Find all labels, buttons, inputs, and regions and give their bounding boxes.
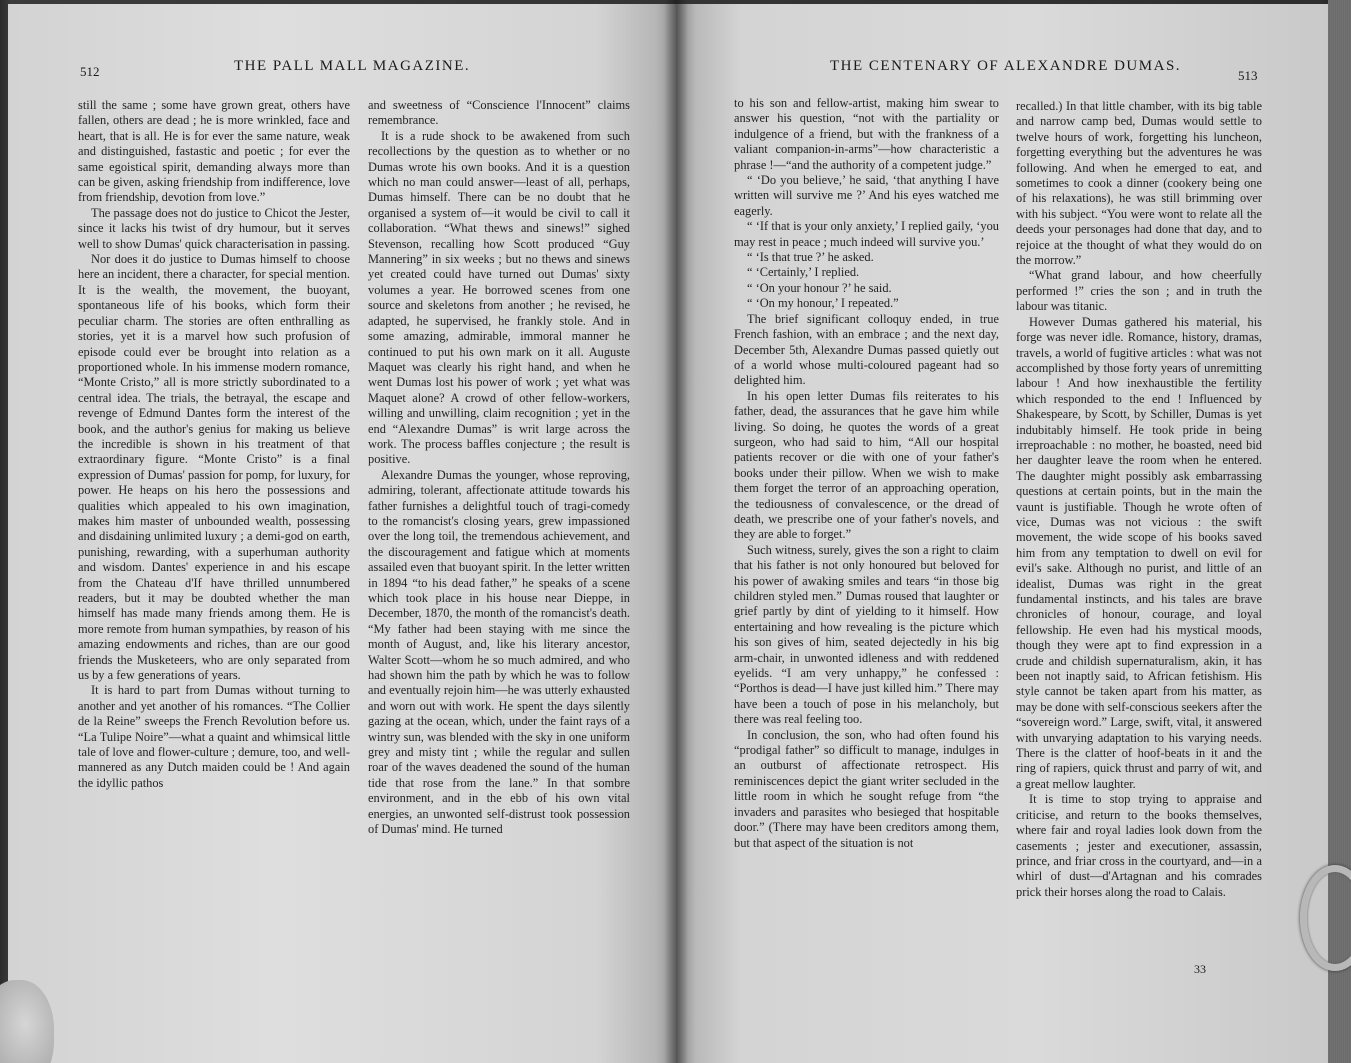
page-number-left: 512: [80, 64, 100, 79]
paragraph: “ ‘If that is your only anxiety,’ I replied gaily, ‘you may rest in peace ; much indeed will survive you.’: [734, 219, 999, 249]
paragraph: The passage does not do justice to Chicot the Jester, since it lacks his twist of dry humour, but it serves well to show Dumas' quick characterisation in passing.: [78, 205, 351, 251]
paragraph: It is hard to part from Dumas without turning to another and yet another of his romances. “The Collier de la Reine” sweeps the French Revolution before us. “La Tulipe Noire”—what a quaint and whimsical little tale of love and flower-culture ; demure, too, and well-mannered as any Dutch maiden could be ! And again the idyllic pathos: [78, 683, 350, 790]
book-gutter-shadow: [664, 0, 688, 1063]
right-page-column-2: [1016, 99, 1262, 900]
paragraph: “ ‘Do you believe,’ he said, ‘that anything I have written will survive me ?’ And his eyes watched me eagerly.: [734, 173, 999, 218]
paragraph: “ ‘On my honour,’ I repeated.”: [747, 296, 899, 311]
paragraph: However Dumas gathered his material, his forge was never idle. Romance, history, dramas, travels, a world of fugitive articles : what was not accomplished by those forty years of unremitting labour ! And how inexhaustible the fertility which responded to the end ! Influenced by Shakespeare, by Scott, by Schiller, Dumas is yet indubitably himself. He took pride in being irreproachable : no mother, he boasted, need bid her daughter leave the room when he entered. The daughter might possibly ask embarrassing questions at certain points, but in the main the vaunt is justifiable. Though he wrote often of vice, Dumas was not vicious : the swift movement, the wide scope of his books saved him from any temptation to dwell on evil for evil's sake. Although no purist, and little of an idealist, Dumas was right in the great fundamental instincts, and his tales are brave chronicles of honour, courage, and loyal fellowship. He even had his mystical moods, though they were apt to find expression in a crude and childish supernaturalism, akin, it has been not inaptly said, to African fetishism. His style cannot be taken apart from his matter, as may be done with self-conscious seekers after the “sovereign word.” Large, swift, vital, it answered with unvarying adaptation to his varying needs. There is the clatter of hoof-beats in it and the ring of rapiers, quick thrust and parry of wit, and a great mellow laughter.: [1016, 314, 1263, 791]
paragraph: and sweetness of “Conscience l'Innocent” claims remembrance.: [368, 98, 630, 128]
paragraph: Alexandre Dumas the younger, whose reproving, admiring, tolerant, affectionate attitude towards his father furnishes a delightful touch of tragi-comedy to the romancist's closing years, grew impassioned over the long toil, the tremendous achievement, and the discouragement and fatigue which at moments assailed even that buoyant spirit. In the letter written in 1894 “to his dead father,” he speaks of a scene which took place in his house near Dieppe, in December, 1870, the month of the romancist's death. “My father had been staying with me since the month of August, and, like his literary ancestor, Walter Scott—whom he so much admired, and who had shown him the path by which he was to follow and eventually rejoin him—he was utterly exhausted and worn out with work. He spent the days silently gazing at the ocean, which, under the faint rays of a wintry sun, was blended with the sky in one uniform grey and misty tint ; while the regular and sullen roar of the waves deadened the sound of the human tide that rose from the lane.” In that sombre environment, and in the ebb of his own vital energies, an unwonted self-distrust took possession of Dumas' mind. He turned: [368, 467, 630, 837]
paragraph: “ ‘Certainly,’ I replied.: [747, 265, 860, 280]
paragraph: “What grand labour, and how cheerfully performed !” cries the son ; and in truth the labour was titanic.: [1016, 268, 1262, 314]
paragraph: In his open letter Dumas fils reiterates to his father, dead, the assurances that he gave him while living. So doing, he quotes the words of a great surgeon, who had said to him, “All our hospital patients recover or die with one of your father's books under their pillow. When we wish to make them forget the terror of an approaching operation, the tediousness of convalescence, or the dread of death, we prescribe one of your father's novels, and they are able to forget.”: [734, 388, 999, 542]
paragraph: It is time to stop trying to appraise and criticise, and return to the books themselves, where fair and royal ladies look down from the casements ; jester and executioner, assassin, prince, and friar cross in the courtyard, and—in a whirl of dust—d'Artagnan and his comrades prick their horses along the road to Calais.: [1016, 792, 1262, 899]
right-page-column-1: [734, 96, 999, 851]
paragraph: Such witness, surely, gives the son a right to claim that his father is not only honoured but beloved for his power of awaking smiles and tears “in those big children styled men.” Dumas roused that laughter or grief partly by dint of yielding to it himself. How entertaining and how revealing is the picture which his son gives of him, seated dejectedly in his big arm-chair, in unwonted idleness and with reddened eyelids. “I am very unhappy,” he confessed : “Porthos is dead—I have just killed him.” There may have been a touch of pose in his melancholy, but there was real feeling too.: [734, 542, 999, 727]
paragraph: In conclusion, the son, who had often found his “prodigal father” so difficult to manage, indulges in an outburst of affectionate retrospect. His reminiscences depict the giant writer secluded in the little room in which he sought refuge from “the invaders and parasites who besieged that hospitable door.” (There may have been creditors among them, but that aspect of the situation is not: [734, 727, 999, 850]
paragraph: still the same ; some have grown great, others have fallen, others are dead ; he is more wrinkled, face and heart, that is all. He is for ever the same nature, weak and distinguished, fastastic and poetic ; for ever the same egoistical spirit, demanding always more than can be given, asking friendship from indifference, love from friendship, devotion from love.”: [78, 98, 350, 205]
paragraph: “ ‘On your honour ?’ he said.: [747, 280, 892, 295]
paragraph: to his son and fellow-artist, making him swear to answer his question, “not with the partiality or indulgence of a friend, but with the frankness of a valiant companion-in-arms”—how characteristic a phrase !—“and the authority of a competent judge.”: [734, 96, 999, 172]
page-number-right: 513: [1238, 68, 1258, 83]
paragraph: recalled.) In that little chamber, with its big table and narrow camp bed, Dumas would settle to twelve hours of work, forgetting his luncheon, forgetting everything but the adventures he was following. And when he emerged to eat, and sometimes to cook a dinner (cookery being one of his relaxations), he was still brimming over with his subject. “You were wont to relate all the deeds your personages had done that day, and to rejoice at the thought of what they would do on the morrow.”: [1016, 99, 1262, 268]
running-head-right: THE CENTENARY OF ALEXANDRE DUMAS.: [830, 58, 1182, 74]
paragraph: “ ‘Is that true ?’ he asked.: [747, 250, 874, 265]
signature-mark: 33: [1194, 962, 1206, 976]
paragraph: Nor does it do justice to Dumas himself to choose here an incident, there a character, for special mention. It is the wealth, the movement, the buoyant, spontaneous life of his books, which form their peculiar charm. The stories are often enthralling as stories, yet it is a marvel how such profusion of episode could ever be brought into relation as a proportioned whole. In his immense modern romance, “Monte Cristo,” all is more strictly subordinated to a central idea. The trials, the betrayal, the escape and revenge of Edmund Dantes form the interest of the book, and the author's genius for making us believe the incredible is shown in his treatment of that extraordinary figure. “Monte Cristo” is a final expression of Dumas' passion for pomp, for luxury, for power. He heaps on his hero the possessions and qualities which appealed to his own imagination, makes him master of unbounded wealth, possessing and disdaining unlimited luxury ; a demi-god on earth, punishing, rewarding, with a superhuman authority and wisdom. Dantes' experience in and his escape from the Chateau d'If have thrilled unnumbered readers, but it may be doubted whether the man himself has made many friends among them. He is more remote from human sympathies, by reason of his amazing endowments and riches, than are our good friends the Musketeers, who are only separated from us by a few generations of years.: [78, 252, 350, 683]
right-page: [676, 4, 1328, 1063]
paragraph: It is a rude shock to be awakened from such recollections by the question as to whether or no Dumas wrote his own books. And it is a question which no man could answer—least of all, perhaps, Dumas himself. There can be no doubt that he organised a system of—it would be civil to call it collaboration. “What thews and sinews!” sighed Stevenson, recalling how Scott produced “Guy Mannering” in six weeks ; but no thews and sinews yet created could have turned out Dumas' sixty volumes a year. He borrowed scenes from one source and skeletons from another ; he revised, he adapted, he supervised, he frankly stole. And in some amazing, admirable, immoral manner he continued to put his own mark on it all. Auguste Maquet was clearly his right hand, and when he went Dumas lost his power of work ; yet what was Maquet alone? A crowd of other fellow-workers, willing and unwilling, claim recognition ; yet in the end “Alexandre Dumas” is writ large across the work. The process baffles conjecture ; the result is positive.: [368, 128, 630, 467]
paragraph: The brief significant colloquy ended, in true French fashion, with an embrace ; and the next day, December 5th, Alexandre Dumas passed quietly out of a world whose multi-coloured pageant had so delighted him.: [734, 311, 999, 388]
running-head-left: THE PALL MALL MAGAZINE.: [234, 58, 471, 74]
left-page-column-2: [368, 98, 630, 838]
left-page-column-1: [78, 98, 350, 791]
left-page: [8, 4, 676, 1063]
